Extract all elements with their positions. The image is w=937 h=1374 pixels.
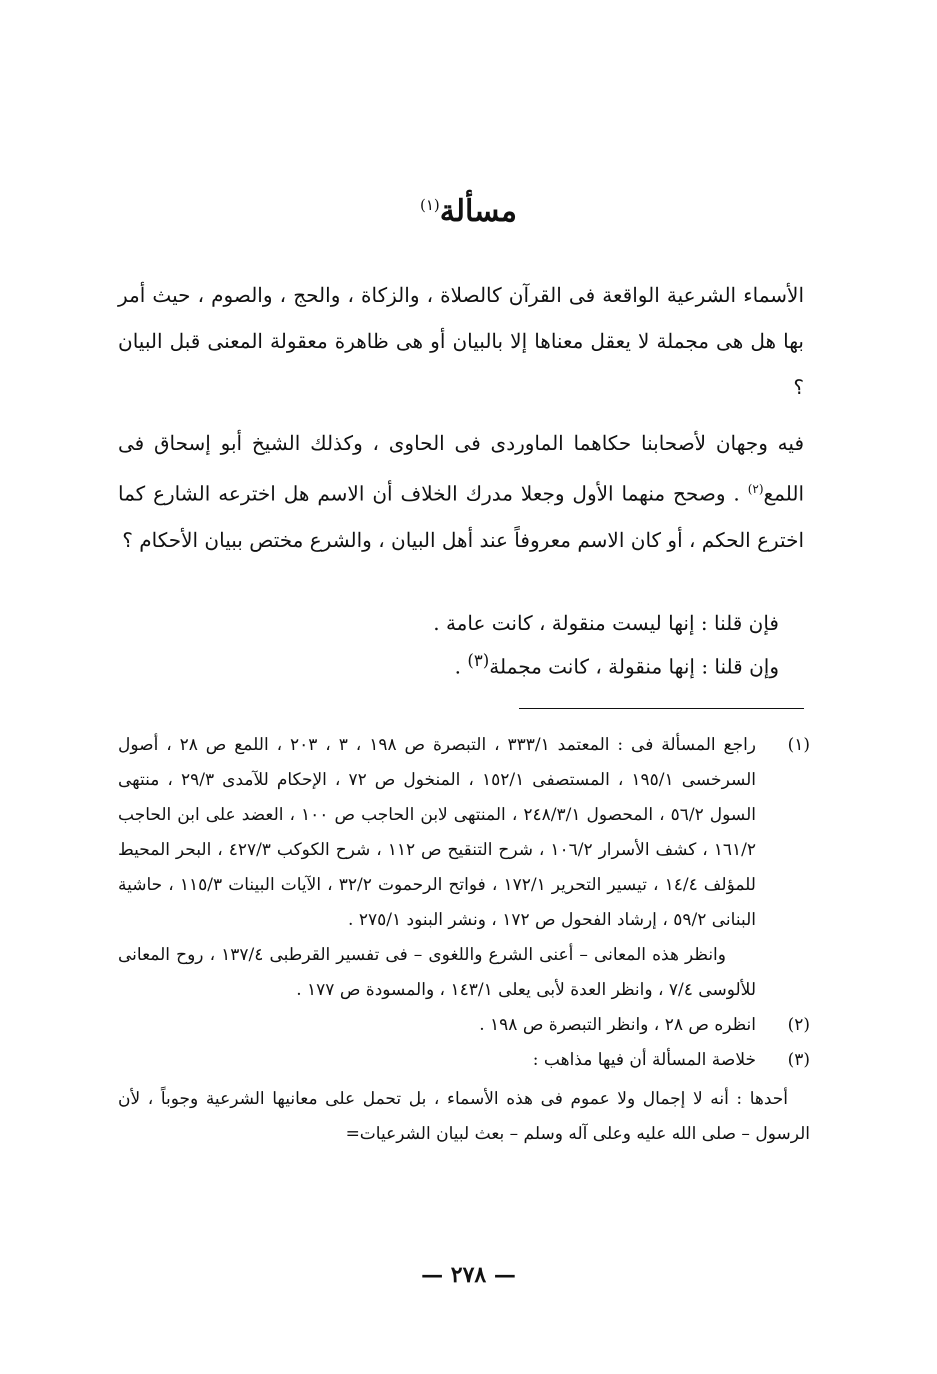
footnote-2: [118, 1008, 810, 1043]
footnote-1: [118, 728, 810, 938]
footnote-3: [118, 1043, 810, 1078]
footnote-ref-2[interactable]: (٢): [747, 482, 764, 496]
section-title: [0, 183, 937, 234]
paragraph-answer-part2: . وصحح منهما الأول وجعلا مدرك الخلاف أن الاسم هل اخترعه الشارع كما اخترع الحكم ، أو كان الاسم معروفاً عند أهل البيان ، والشرع مختص ببيان الأحكام ؟: [118, 481, 804, 552]
page-number: — ٢٧٨ —: [421, 1262, 516, 1288]
footnote-ref-3[interactable]: (٣): [467, 651, 490, 670]
condition-transferred: [455, 638, 779, 690]
footnote-3-continuation: أحدها : أنه لا إجمال ولا عموم فى هذه الأسماء ، بل تحمل على معانيها الشرعية وجوباً ، لأن الرسول – صلى الله عليه وعلى آله وسلم – بعث لبيان الشرعيات=: [118, 1089, 810, 1144]
footnote-text: خلاصة المسألة أن فيها مذاهب :: [532, 1050, 756, 1070]
condition-not-transferred: فإن قلنا : إنها ليست منقولة ، كانت عامة .: [433, 611, 779, 635]
footnote-number: (٣): [787, 1050, 810, 1070]
title-text: مسألة: [439, 194, 517, 229]
paragraph-answer: [118, 420, 804, 563]
paragraph-answer-part1: فيه وجهان لأصحابنا حكاهما الماوردى فى الحاوى ، وكذلك الشيخ أبو إسحاق فى اللمع: [118, 431, 804, 506]
footnote-text: راجع المسألة فى : المعتمد ٣٣٣/١ ، التبصرة ص ١٩٨ ، ٣ ، ٢٠٣ ، اللمع ص ٢٨ ، أصول السرخسى ١٩٥/١ ، المستصفى ١٥٢/١ ، المنخول ص ٧٢ ، الإحكام للآمدى ٢٩/٣ ، منتهى السول ٥٦/٢ ، المحصول ٢٤٨/٣/١ ، المنتهى لابن الحاجب ص ١٠٠ ، العضد على ابن الحاجب ١٦١/٢ ، كشف الأسرار ١٠٦/٢ ، شرح التنقيح ص ١١٢ ، شرح الكوكب ٤٢٧/٣ ، البحر المحيط للمؤلف ١٤/٤ ، تيسير التحرير ١٧٢/١ ، فواتح الرحموت ٣٢/٢ ، الآيات البينات ١١٥/٣ ، حاشية البنانى ٥٩/٢ ، إرشاد الفحول ص ١٧٢ ، ونشر البنود ٢٧٥/١ .: [118, 735, 757, 930]
footnote-text: انظره ص ٢٨ ، وانظر التبصرة ص ١٩٨ .: [479, 1015, 756, 1035]
footnote-1-sub: وانظر هذه المعانى – أعنى الشرع واللغوى – فى تفسير القرطبى ١٣٧/٤ ، روح المعانى للألوسى ٧/٤ ، وانظر العدة لأبى يعلى ١٤٣/١ ، والمسودة ص ١٧٧ .: [118, 945, 756, 1000]
title-footnote-ref[interactable]: (١): [420, 196, 440, 214]
footnote-number: (٢): [787, 1015, 810, 1035]
footnote-number: (١): [787, 735, 810, 755]
paragraph-question: الأسماء الشرعية الواقعة فى القرآن كالصلاة ، والزكاة ، والحج ، والصوم ، حيث أمر بها هل هى مجملة لا يعقل معناها إلا بالبيان أو هى ظاهرة معقولة المعنى قبل البيان ؟: [118, 283, 804, 399]
footnote-separator: [519, 708, 804, 709]
condition-transferred-tail: .: [454, 654, 468, 679]
condition-transferred-text: وإن قلنا : إنها منقولة ، كانت مجملة: [489, 654, 779, 679]
footnotes: [118, 728, 810, 1152]
